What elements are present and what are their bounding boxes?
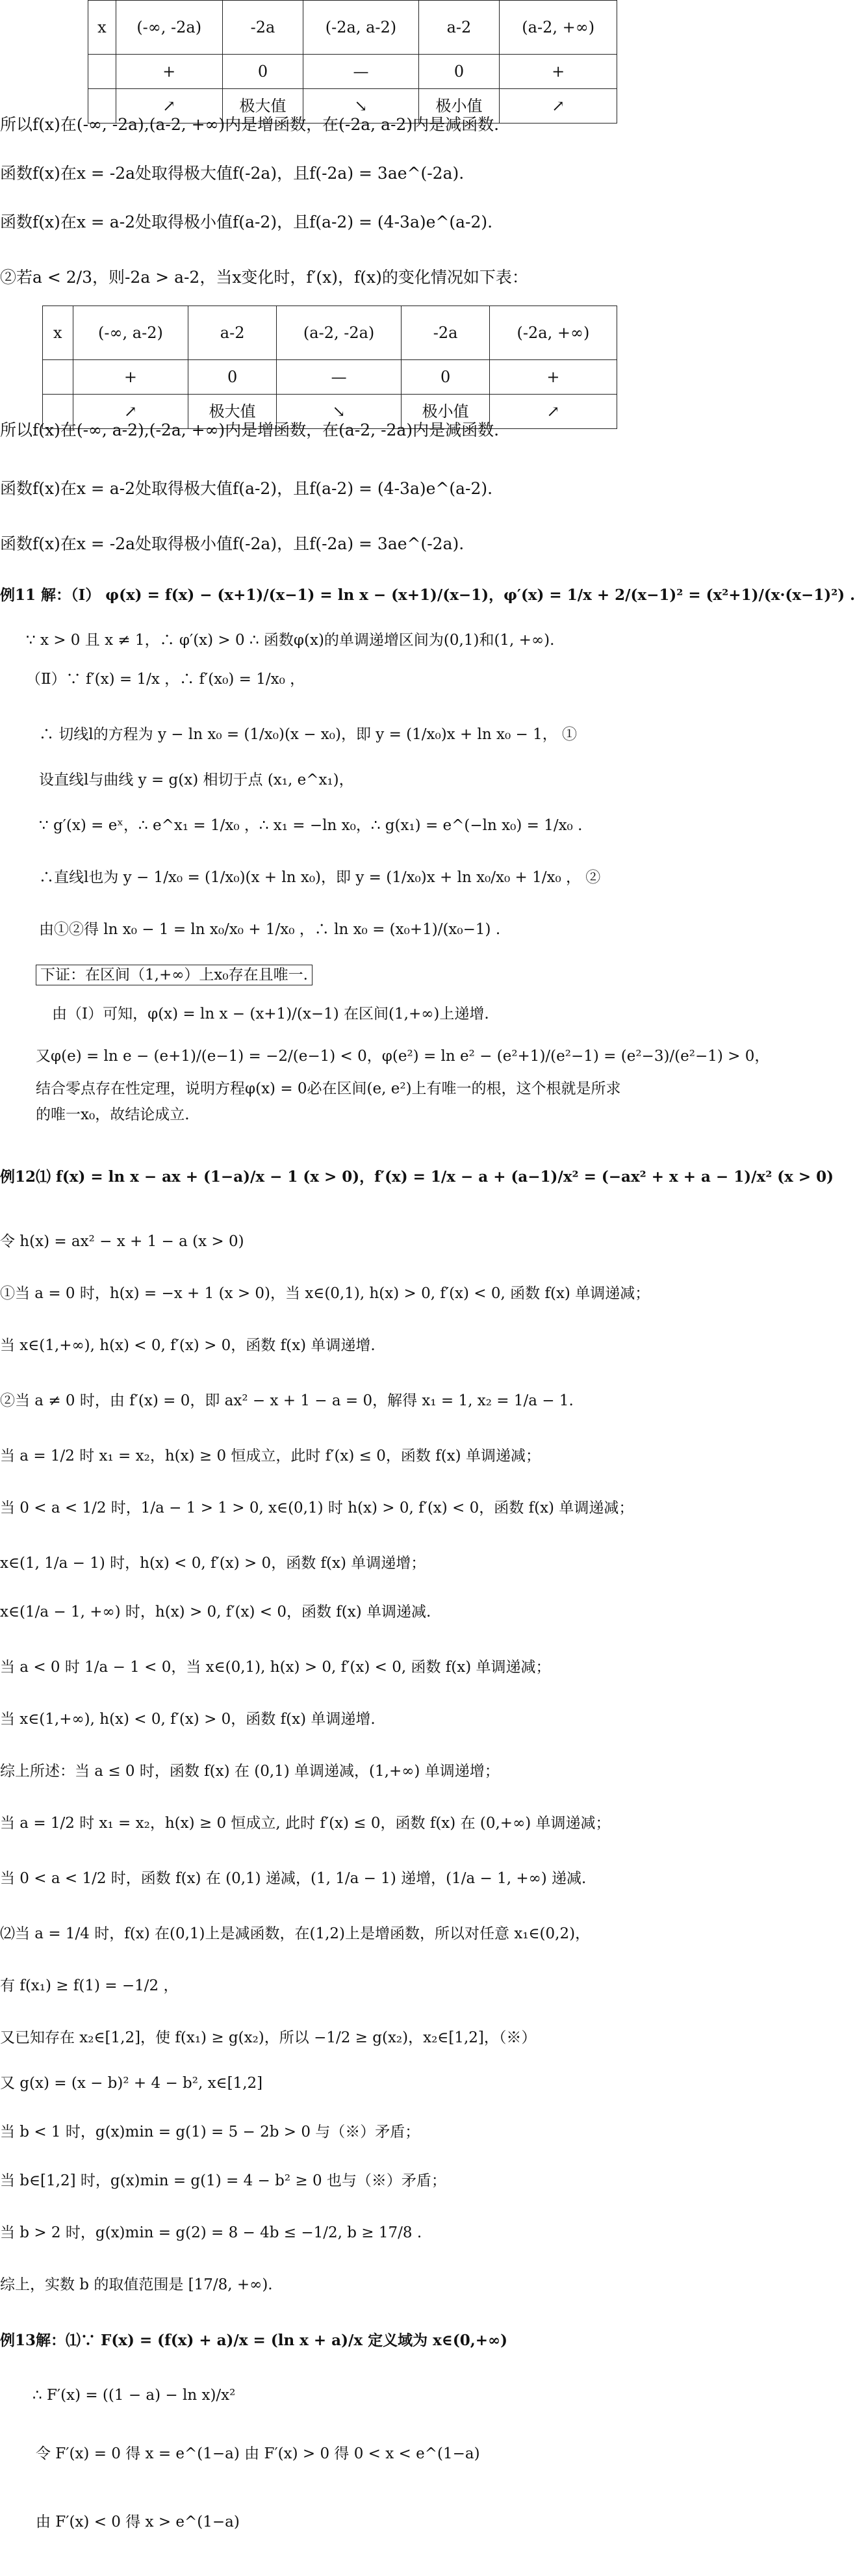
text-line: x∈(1/a − 1, +∞) 时，h(x) > 0, f′(x) < 0，函数 f(x) 单调递减. [0, 1604, 431, 1620]
table-cell: ↗ [489, 395, 617, 429]
text-line: 所以f(x)在(-∞, -2a),(a-2, +∞)内是增函数，在(-2a, a-2)内是减函数. [0, 115, 500, 134]
text-line: 当 0 < a < 1/2 时，1/a − 1 > 1 > 0, x∈(0,1) 时 h(x) > 0, f′(x) < 0，函数 f(x) 单调递减； [0, 1500, 634, 1516]
text-line: ∴ F′(x) = ((1 − a) − ln x)/x² [32, 2387, 236, 2404]
table-cell: (a-2, +∞) [500, 1, 617, 55]
table-cell: (-∞, -2a) [116, 1, 222, 55]
table-cell: a-2 [418, 1, 500, 55]
text-line: 结合零点存在性定理，说明方程φ(x) = 0必在区间(e, e²)上有唯一的根，这个根就是所求 [36, 1080, 621, 1097]
table-cell: ↗ [500, 89, 617, 124]
text-line: 令 h(x) = ax² − x + 1 − a (x > 0) [0, 1233, 244, 1250]
table-cell: + [116, 55, 222, 89]
example-13-heading: 例13解：⑴∵ F(x) = (f(x) + a)/x = (ln x + a)/x 定义域为 x∈(0,+∞) [0, 2332, 508, 2349]
text-line: 当 a = 1/2 时 x₁ = x₂，h(x) ≥ 0 恒成立，此时 f′(x) ≤ 0，函数 f(x) 单调递减； [0, 1448, 541, 1464]
table-cell: a-2 [188, 306, 277, 360]
text-line: 函数f(x)在x = -2a处取得极大值f(-2a)，且f(-2a) = 3ae^(-2a). [0, 164, 465, 183]
table-cell: (-2a, +∞) [489, 306, 617, 360]
table-cell: ↗ [73, 395, 188, 429]
text-line: ∵ x > 0 且 x ≠ 1，∴ φ′(x) > 0 ∴ 函数φ(x)的单调递增区间为(0,1)和(1, +∞). [26, 632, 555, 649]
table-cell: 0 [418, 55, 500, 89]
text-line: ∵ g′(x) = eˣ，∴ e^x₁ = 1/x₀ ，∴ x₁ = −ln x₀，∴ g(x₁) = e^(−ln x₀) = 1/x₀ . [39, 817, 583, 834]
table-cell [88, 55, 116, 89]
table-cell: — [303, 55, 418, 89]
text-line: ①当 a = 0 时，h(x) = −x + 1 (x > 0)，当 x∈(0,1), h(x) > 0, f′(x) < 0, 函数 f(x) 单调递减； [0, 1285, 650, 1302]
text-line: 当 b < 1 时，g(x)min = g(1) = 5 − 2b > 0 与（※）矛盾； [0, 2124, 420, 2140]
variation-table-2 [42, 306, 617, 429]
table-cell: 0 [222, 55, 303, 89]
text-line: 当 b∈[1,2] 时，g(x)min = g(1) = 4 − b² ≥ 0 也与（※）矛盾； [0, 2172, 446, 2189]
text-line: ②若a < 2/3，则-2a > a-2，当x变化时，f′(x)，f(x)的变化情况如下表： [0, 268, 528, 287]
text-line: 综上，实数 b 的取值范围是 [17/8, +∞). [0, 2276, 273, 2293]
claim-text: 下证：在区间（1,+∞）上x₀存在且唯一. [36, 965, 313, 985]
table-cell: -2a [222, 1, 303, 55]
table-cell [43, 360, 73, 395]
text-line: ∴ 切线l的方程为 y − ln x₀ = (1/x₀)(x − x₀)，即 y = (1/x₀)x + ln x₀ − 1， ① [39, 726, 578, 743]
text-line: 当 a = 1/2 时 x₁ = x₂，h(x) ≥ 0 恒成立, 此时 f′(x) ≤ 0，函数 f(x) 在 (0,+∞) 单调递减； [0, 1815, 611, 1832]
table-cell: 0 [188, 360, 277, 395]
table-cell: — [276, 360, 401, 395]
text-line: 有 f(x₁) ≥ f(1) = −1/2 ， [0, 1977, 179, 1994]
text-line: 又 g(x) = (x − b)² + 4 − b², x∈[1,2] [0, 2075, 263, 2092]
text-line: 当 0 < a < 1/2 时，函数 f(x) 在 (0,1) 递减，(1, 1/a − 1) 递增，(1/a − 1, +∞) 递减. [0, 1870, 587, 1887]
text-line: x∈(1, 1/a − 1) 时，h(x) < 0, f′(x) > 0，函数 f(x) 单调递增； [0, 1555, 426, 1572]
text-line: ②当 a ≠ 0 时，由 f′(x) = 0，即 ax² − x + 1 − a = 0，解得 x₁ = 1, x₂ = 1/a − 1. [0, 1392, 574, 1409]
table-cell: x [88, 1, 116, 55]
table-cell: ↗ [116, 89, 222, 124]
table-cell: 极大值 [222, 89, 303, 124]
text-line: 由 F′(x) < 0 得 x > e^(1−a) [36, 2514, 240, 2530]
text-line: 又已知存在 x₂∈[1,2]，使 f(x₁) ≥ g(x₂)，所以 −1/2 ≥ g(x₂)，x₂∈[1,2]，（※） [0, 2029, 537, 2046]
text-line: 函数f(x)在x = -2a处取得极小值f(-2a)，且f(-2a) = 3ae^(-2a). [0, 534, 465, 553]
text-line: 的唯一x₀，故结论成立. [36, 1106, 190, 1123]
text-line: 函数f(x)在x = a-2处取得极大值f(a-2)，且f(a-2) = (4-3a)e^(a-2). [0, 479, 493, 498]
table-cell: x [43, 306, 73, 360]
text-line: 当 x∈(1,+∞), h(x) < 0, f′(x) > 0，函数 f(x) 单调递增. [0, 1711, 376, 1728]
text-line: 由（Ⅰ）可知，φ(x) = ln x − (x+1)/(x−1) 在区间(1,+∞)上递增. [52, 1006, 489, 1022]
table-cell: ↘ [303, 89, 418, 124]
table-cell: (-2a, a-2) [303, 1, 418, 55]
text-line: 函数f(x)在x = a-2处取得极小值f(a-2)，且f(a-2) = (4-3a)e^(a-2). [0, 213, 493, 231]
text-line: 由①②得 ln x₀ − 1 = ln x₀/x₀ + 1/x₀ ，∴ ln x₀ = (x₀+1)/(x₀−1) . [39, 921, 501, 938]
table-cell: ↘ [276, 395, 401, 429]
example-12-heading: 例12⑴ f(x) = ln x − ax + (1−a)/x − 1 (x > 0)，f′(x) = 1/x − a + (a−1)/x² = (−ax² + x + a − 1)/x² (x > 0) [0, 1168, 834, 1186]
text-line: 又φ(e) = ln e − (e+1)/(e−1) = −2/(e−1) < 0，φ(e²) = ln e² − (e²+1)/(e²−1) = (e²−3)/(e²−1) > 0， [36, 1048, 770, 1065]
text-line: 综上所述：当 a ≤ 0 时，函数 f(x) 在 (0,1) 单调递减，(1,+∞) 单调递增； [0, 1763, 500, 1780]
text-line: 当 a < 0 时 1/a − 1 < 0，当 x∈(0,1), h(x) > 0, f′(x) < 0, 函数 f(x) 单调递减； [0, 1659, 551, 1676]
text-line: 当 b > 2 时，g(x)min = g(2) = 8 − 4b ≤ −1/2, b ≥ 17/8 . [0, 2224, 422, 2241]
table-cell: + [489, 360, 617, 395]
table-cell: + [500, 55, 617, 89]
table-cell: 极小值 [402, 395, 490, 429]
text-line: 当 x∈(1,+∞), h(x) < 0, f′(x) > 0，函数 f(x) 单调递增. [0, 1337, 376, 1354]
variation-table-1 [88, 0, 617, 124]
text-line: 令 F′(x) = 0 得 x = e^(1−a) 由 F′(x) > 0 得 0 < x < e^(1−a) [36, 2445, 480, 2462]
text-line: （Ⅱ）∵ f′(x) = 1/x ，∴ f′(x₀) = 1/x₀ ， [26, 671, 305, 688]
text-line: ⑵当 a = 1/4 时，f(x) 在(0,1)上是减函数，在(1,2)上是增函数，所以对任意 x₁∈(0,2)， [0, 1925, 591, 1942]
table-cell: + [73, 360, 188, 395]
boxed-claim [36, 965, 313, 985]
text-line: ∴直线l也为 y − 1/x₀ = (1/x₀)(x + ln x₀)，即 y = (1/x₀)x + ln x₀/x₀ + 1/x₀ ， ② [39, 869, 601, 886]
table-cell: 极小值 [418, 89, 500, 124]
table-cell: -2a [402, 306, 490, 360]
table-cell: (-∞, a-2) [73, 306, 188, 360]
text-line: 设直线l与曲线 y = g(x) 相切于点 (x₁, e^x₁)， [39, 772, 354, 788]
example-11-heading: 例11 解：（Ⅰ） φ(x) = f(x) − (x+1)/(x−1) = ln x − (x+1)/(x−1)，φ′(x) = 1/x + 2/(x−1)² = (x²+1)/(x·(x−1)²) . [0, 586, 855, 604]
text-line: 所以f(x)在(-∞, a-2),(-2a, +∞)内是增函数，在(a-2, -2a)内是减函数. [0, 421, 500, 439]
table-cell: 极大值 [188, 395, 277, 429]
table-cell: 0 [402, 360, 490, 395]
table-cell: (a-2, -2a) [276, 306, 401, 360]
